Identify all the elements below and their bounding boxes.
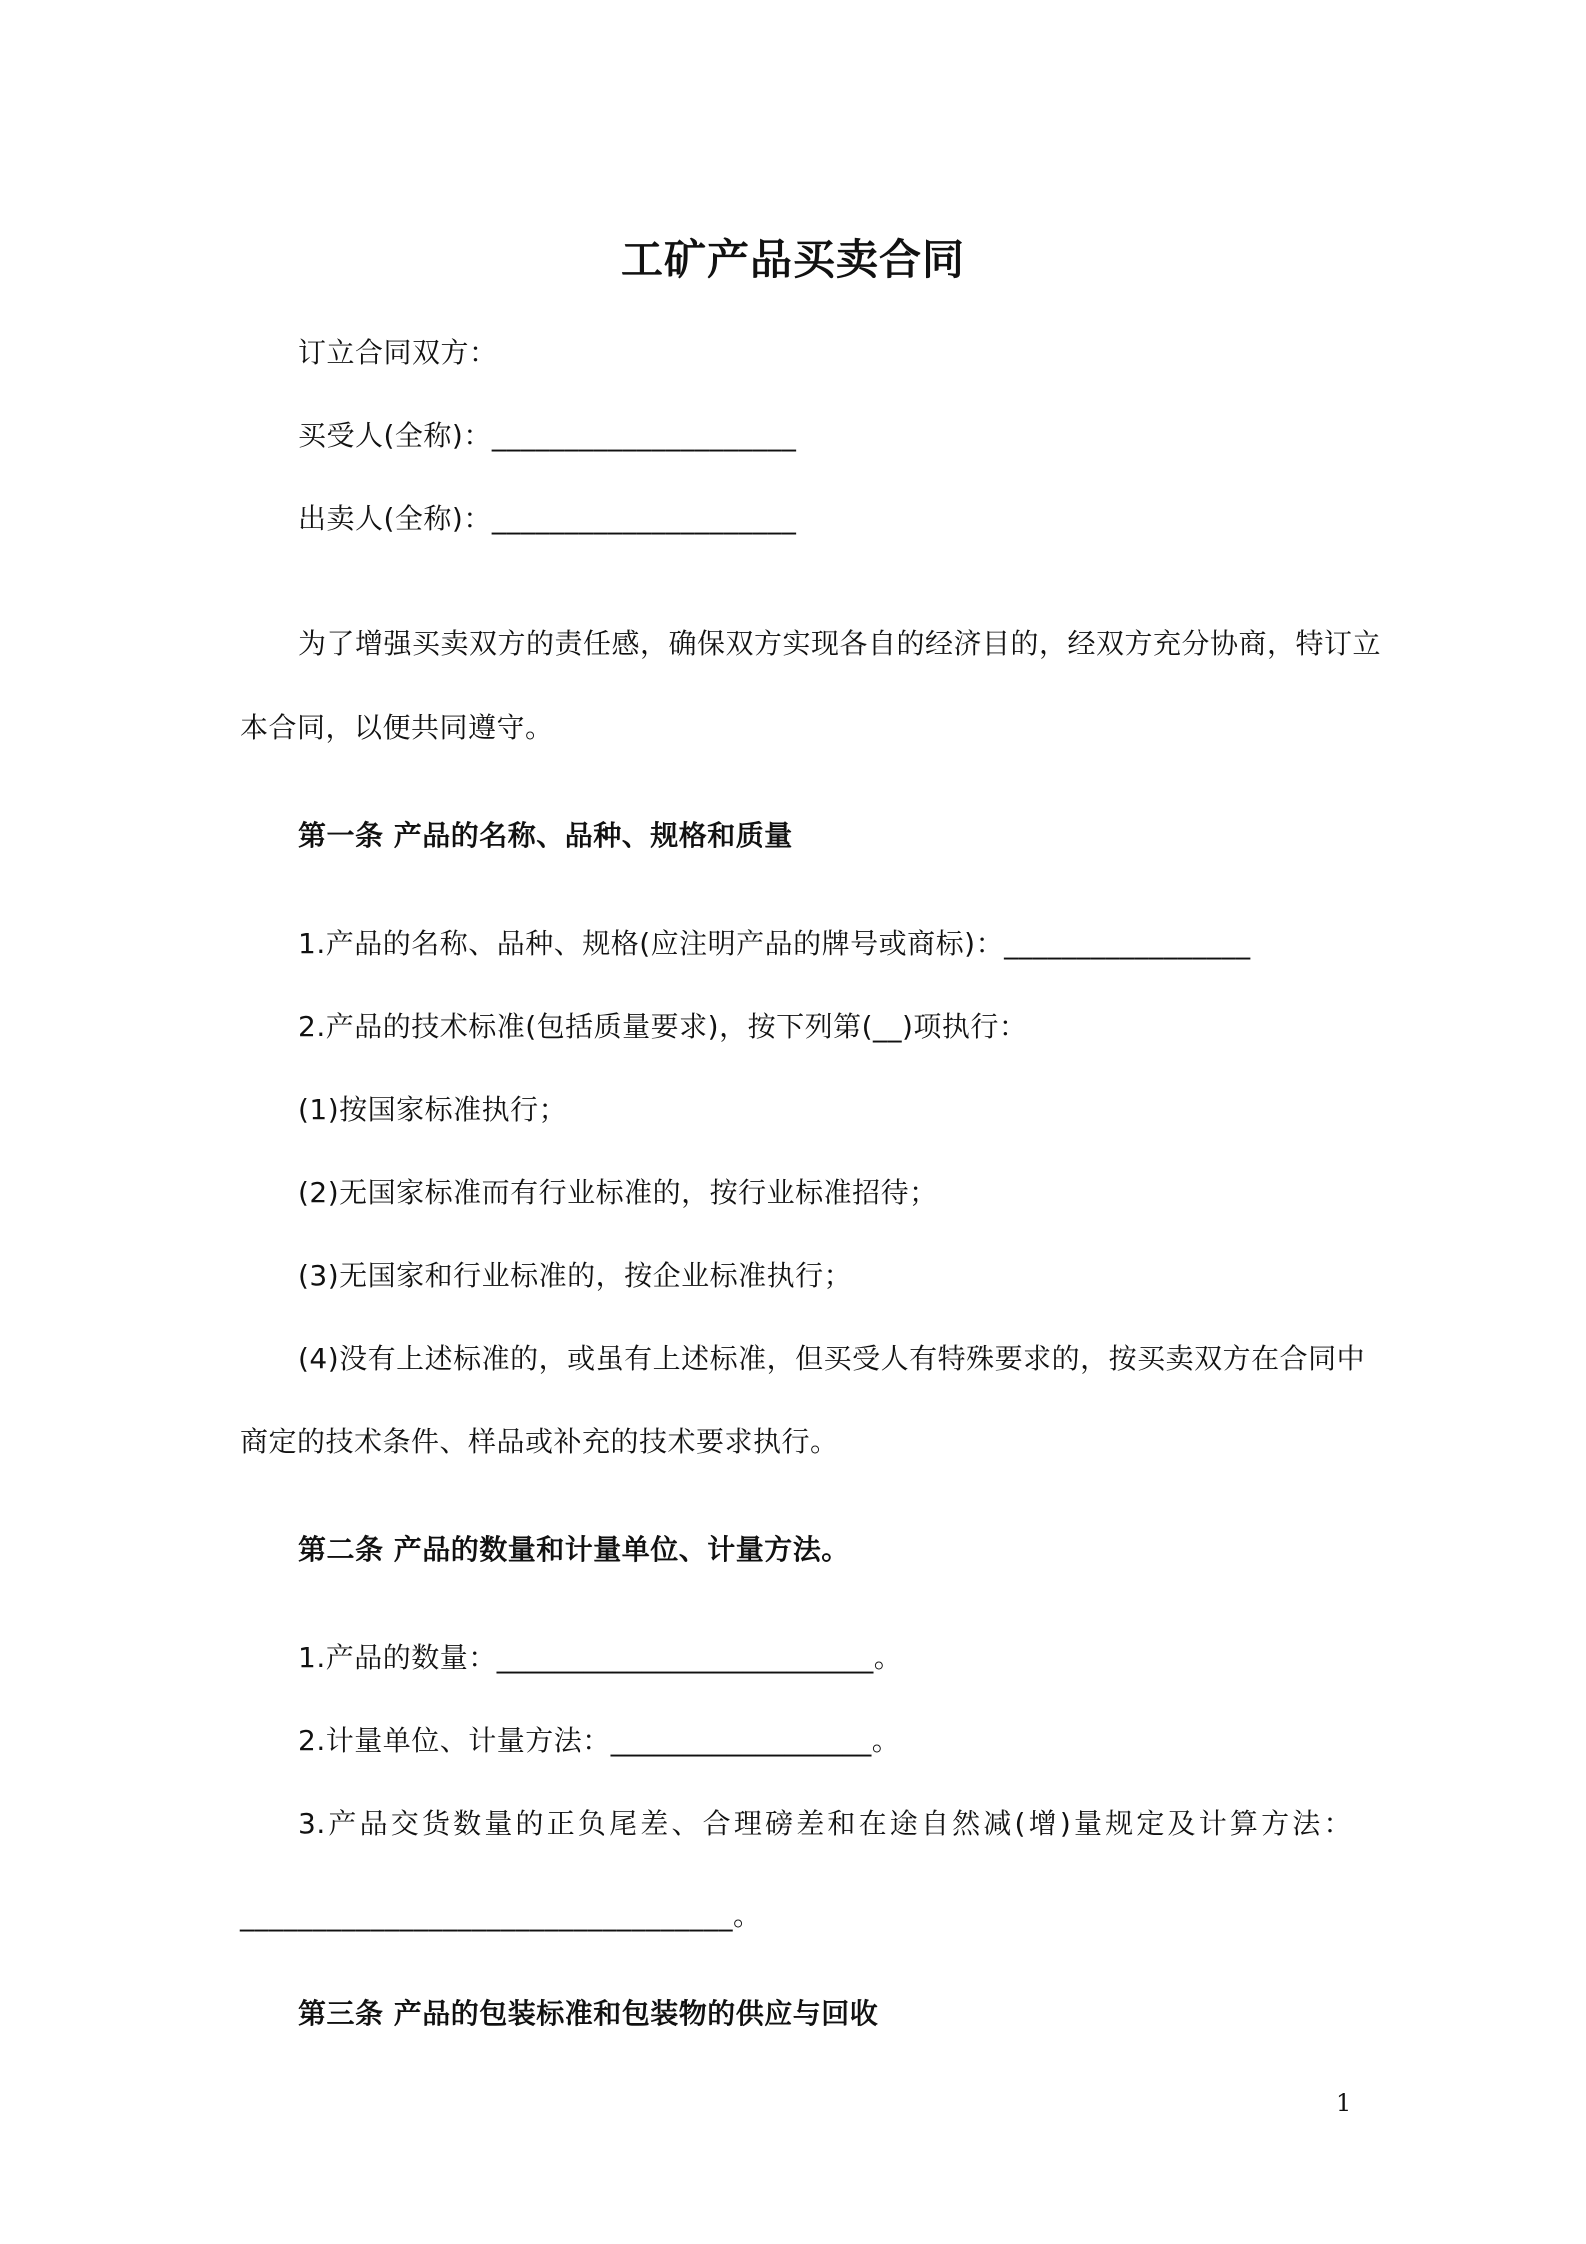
article-1-option-4-line-1: (4)没有上述标准的，或虽有上述标准，但买受人有特殊要求的，按买卖双方在合同中 (298, 1342, 1366, 1375)
article-1-item-1: 1.产品的名称、品种、规格(应注明产品的牌号或商标)：_________________ (298, 927, 1251, 960)
article-2-item-2: 2.计量单位、计量方法：__________________。 (298, 1724, 901, 1757)
article-1-option-3: (3)无国家和行业标准的，按企业标准执行； (298, 1259, 853, 1292)
article-1-option-2: (2)无国家标准而有行业标准的，按行业标准招待； (298, 1176, 938, 1209)
page-number: 1 (1336, 2089, 1352, 2117)
article-2-item-3-line-1: 3.产品交货数量的正负尾差、合理磅差和在途自然减(增)量规定及计算方法： (298, 1807, 1352, 1840)
document-title: 工矿产品买卖合同 (620, 235, 965, 284)
article-1-item-2: 2.产品的技术标准(包括质量要求)，按下列第(__)项执行： (298, 1010, 1028, 1043)
preamble-line-2: 本合同，以便共同遵守。 (240, 711, 554, 744)
parties-intro: 订立合同双方： (298, 336, 498, 369)
preamble-line-1: 为了增强买卖双方的责任感，确保双方实现各自的经济目的，经双方充分协商，特订立 (298, 627, 1382, 660)
article-3-heading: 第三条 产品的包装标准和包装物的供应与回收 (298, 1997, 879, 2030)
buyer-line: 买受人(全称)：_____________________ (298, 419, 797, 452)
article-2-heading: 第二条 产品的数量和计量单位、计量方法。 (298, 1533, 850, 1566)
article-1-option-1: (1)按国家标准执行； (298, 1093, 568, 1126)
article-1-option-4-line-2: 商定的技术条件、样品或补充的技术要求执行。 (240, 1425, 839, 1458)
seller-line: 出卖人(全称)：_____________________ (298, 502, 797, 535)
article-2-item-3-line-2: __________________________________。 (240, 1899, 762, 1932)
article-1-heading: 第一条 产品的名称、品种、规格和质量 (298, 819, 793, 852)
article-2-item-1: 1.产品的数量：__________________________。 (298, 1641, 903, 1674)
